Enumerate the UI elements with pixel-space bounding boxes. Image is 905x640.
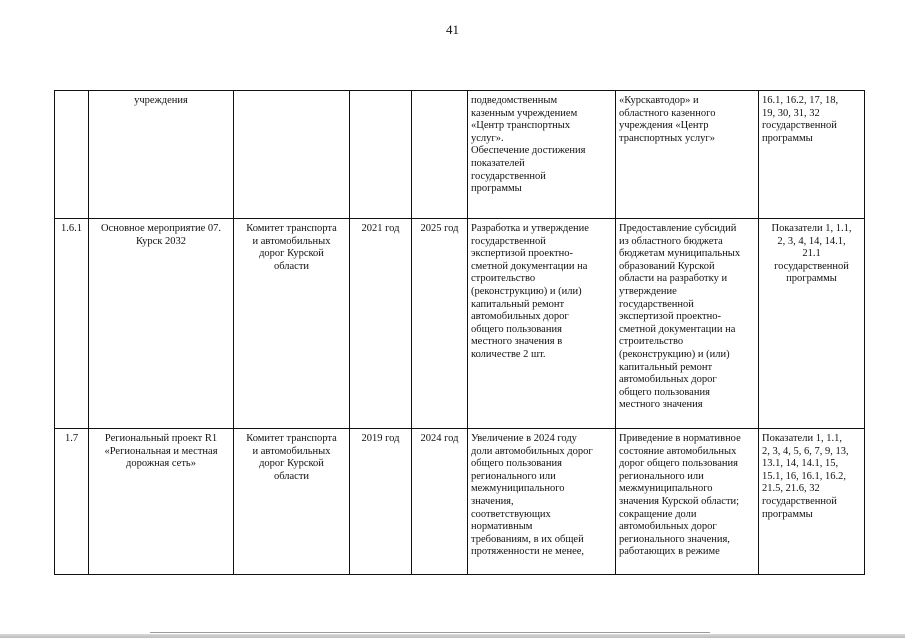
cell-text-line: из областного бюджета [619,235,723,247]
cell-text-line: (реконструкцию) и (или) [619,348,730,360]
start-year-cell [350,429,412,575]
activity-name-cell [89,91,234,219]
cell-text-line: и автомобильных [252,235,331,247]
cell-text: 2019 год [361,433,400,444]
cell-text-line: государственной [762,495,837,507]
cell-text-line: автомобильных дорог [619,521,717,533]
scan-edge-line [150,632,710,633]
cell-text-line: программы [471,183,522,195]
cell-text-line: общего пользования [619,386,710,398]
row-number-cell [55,429,89,575]
cell-text-line: «Центр транспортных [471,120,571,132]
cell-text-line: показателей [471,157,525,169]
cell-text-line: межмуниципального [471,483,565,495]
cell-text-line: Комитет транспорта [246,223,337,234]
cell-text-line: общего пользования [471,458,562,470]
cell-text: 1.6.1 [61,223,82,234]
cell-text-line: работающих в режиме [619,546,720,558]
cell-text-line: состояние автомобильных [619,445,737,457]
cell-text-line: «Региональная и местная [104,445,218,457]
cell-text-line: соответствующих [471,508,551,520]
cell-text-line: нормативным [471,521,533,533]
expected-result-cell [468,91,616,219]
cell-text-line: 21.1 [802,248,821,260]
expected-result-cell [468,219,616,429]
program-activities-table [54,90,865,575]
cell-text-line: сметной документации на [471,260,588,272]
cell-text: 2025 год [420,223,459,234]
cell-text-line: программы [786,273,837,285]
table-row [55,91,865,219]
cell-text-line: государственной [619,298,694,310]
executor-cell [234,219,350,429]
cell-text-line: транспортных услуг» [619,132,715,144]
cell-text-line: автомобильных дорог [619,374,717,386]
cell-text-line: 16.1, 16.2, 17, 18, [762,95,839,106]
indicators-cell [759,91,865,219]
table-row [55,429,865,575]
activity-name-cell [89,429,234,575]
executor-cell [234,91,350,219]
scan-bottom-edge [0,634,905,638]
cell-text-line: 2, 3, 4, 5, 6, 7, 9, 13, [762,445,849,457]
page-number: 41 [446,22,459,37]
cell-text-line: доли автомобильных дорог [471,445,593,457]
cell-text-line: регионального значения, [619,533,730,545]
cell-text-line: и автомобильных [252,445,331,457]
table-row [55,219,865,429]
cell-text-line: Региональный проект R1 [104,433,218,444]
cell-text-line: требованиям, в их общей [471,533,584,545]
cell-text-line: казенным учреждением [471,107,578,119]
cell-text-line: сметной документации на [619,323,736,335]
cell-text-line: 13.1, 14, 14.1, 15, [762,458,839,470]
cell-text-line: «Курскавтодор» и [619,95,699,106]
cell-text-line: областного казенного [619,107,716,119]
relation-cell [616,219,759,429]
expected-result-cell [468,429,616,575]
activity-name-cell [89,219,234,429]
cell-text-line: Показатели 1, 1.1, [771,223,852,234]
cell-text-line: утверждение [619,285,677,297]
start-year-cell [350,219,412,429]
cell-text-line: Показатели 1, 1.1, [762,433,842,444]
row-number-cell [55,219,89,429]
cell-text-line: 15.1, 16, 16.1, 16.2, [762,470,846,482]
cell-text-line: регионального или [471,470,556,482]
cell-text-line: дорожная сеть» [126,458,196,470]
cell-text-line: учреждения [134,95,188,106]
cell-text-line: регионального или [619,470,704,482]
cell-text-line: (реконструкцию) и (или) [471,285,582,297]
cell-text-line: дорог Курской [259,458,324,470]
cell-text-line: экспертизой проектно- [619,311,722,323]
relation-cell [616,429,759,575]
cell-text-line: области [273,470,310,482]
cell-text-line: 2, 3, 4, 14, 14.1, [777,235,846,247]
cell-text-line: строительство [471,273,536,285]
cell-text-line: строительство [619,336,684,348]
cell-text-line: экспертизой проектно- [471,248,574,260]
cell-text-line: 19, 30, 31, 32 [762,107,820,119]
cell-text-line: автомобильных дорог [471,311,569,323]
cell-text-line: Разработка и утверждение [471,223,589,234]
cell-text-line: государственной [774,260,849,272]
cell-text-line: местного значения в [471,336,563,348]
cell-text-line: бюджетам муниципальных [619,248,741,260]
start-year-cell [350,91,412,219]
cell-text-line: Обеспечение достижения [471,145,586,157]
cell-text-line: учреждения «Центр [619,120,709,132]
cell-text-line: образований Курской [619,260,715,272]
cell-text: 2024 год [420,433,459,444]
relation-cell [616,91,759,219]
cell-text-line: Комитет транспорта [246,433,337,444]
cell-text-line: дорог Курской [259,248,324,260]
cell-text-line: программы [762,132,813,144]
cell-text-line: области [273,260,310,272]
row-number-cell [55,91,89,219]
cell-text-line: капитальный ремонт [619,361,713,373]
cell-text-line: межмуниципального [619,483,713,495]
cell-text-line: государственной [471,170,546,182]
cell-text-line: дорог общего пользования [619,458,738,470]
cell-text-line: Основное мероприятие 07. [100,223,222,234]
cell-text-line: местного значения [619,399,703,411]
cell-text: 1.7 [64,433,79,444]
cell-text-line: государственной [471,235,546,247]
end-year-cell [412,219,468,429]
end-year-cell [412,91,468,219]
cell-text-line: сокращение доли [619,508,697,520]
executor-cell [234,429,350,575]
cell-text-line: Курск 2032 [135,235,187,247]
cell-text: 2021 год [361,223,400,234]
cell-text-line: государственной [762,120,837,132]
cell-text-line: услуг». [471,132,504,144]
cell-text-line: значения, [471,495,514,507]
cell-text-line: Приведение в нормативное [619,433,741,444]
cell-text-line: Увеличение в 2024 году [471,433,577,444]
cell-text-line: Предоставление субсидий [619,223,737,234]
cell-text-line: области на разработку и [619,273,728,285]
cell-text-line: общего пользования [471,323,562,335]
end-year-cell [412,429,468,575]
indicators-cell [759,429,865,575]
cell-text-line: программы [762,508,813,520]
cell-text-line: подведомственным [471,95,558,106]
cell-text-line: протяженности не менее, [471,546,585,558]
cell-text-line: количестве 2 шт. [471,348,546,360]
cell-text-line: значения Курской области; [619,495,740,507]
cell-text-line: капитальный ремонт [471,298,565,310]
indicators-cell [759,219,865,429]
cell-text-line: 21.5, 21.6, 32 [762,483,820,495]
